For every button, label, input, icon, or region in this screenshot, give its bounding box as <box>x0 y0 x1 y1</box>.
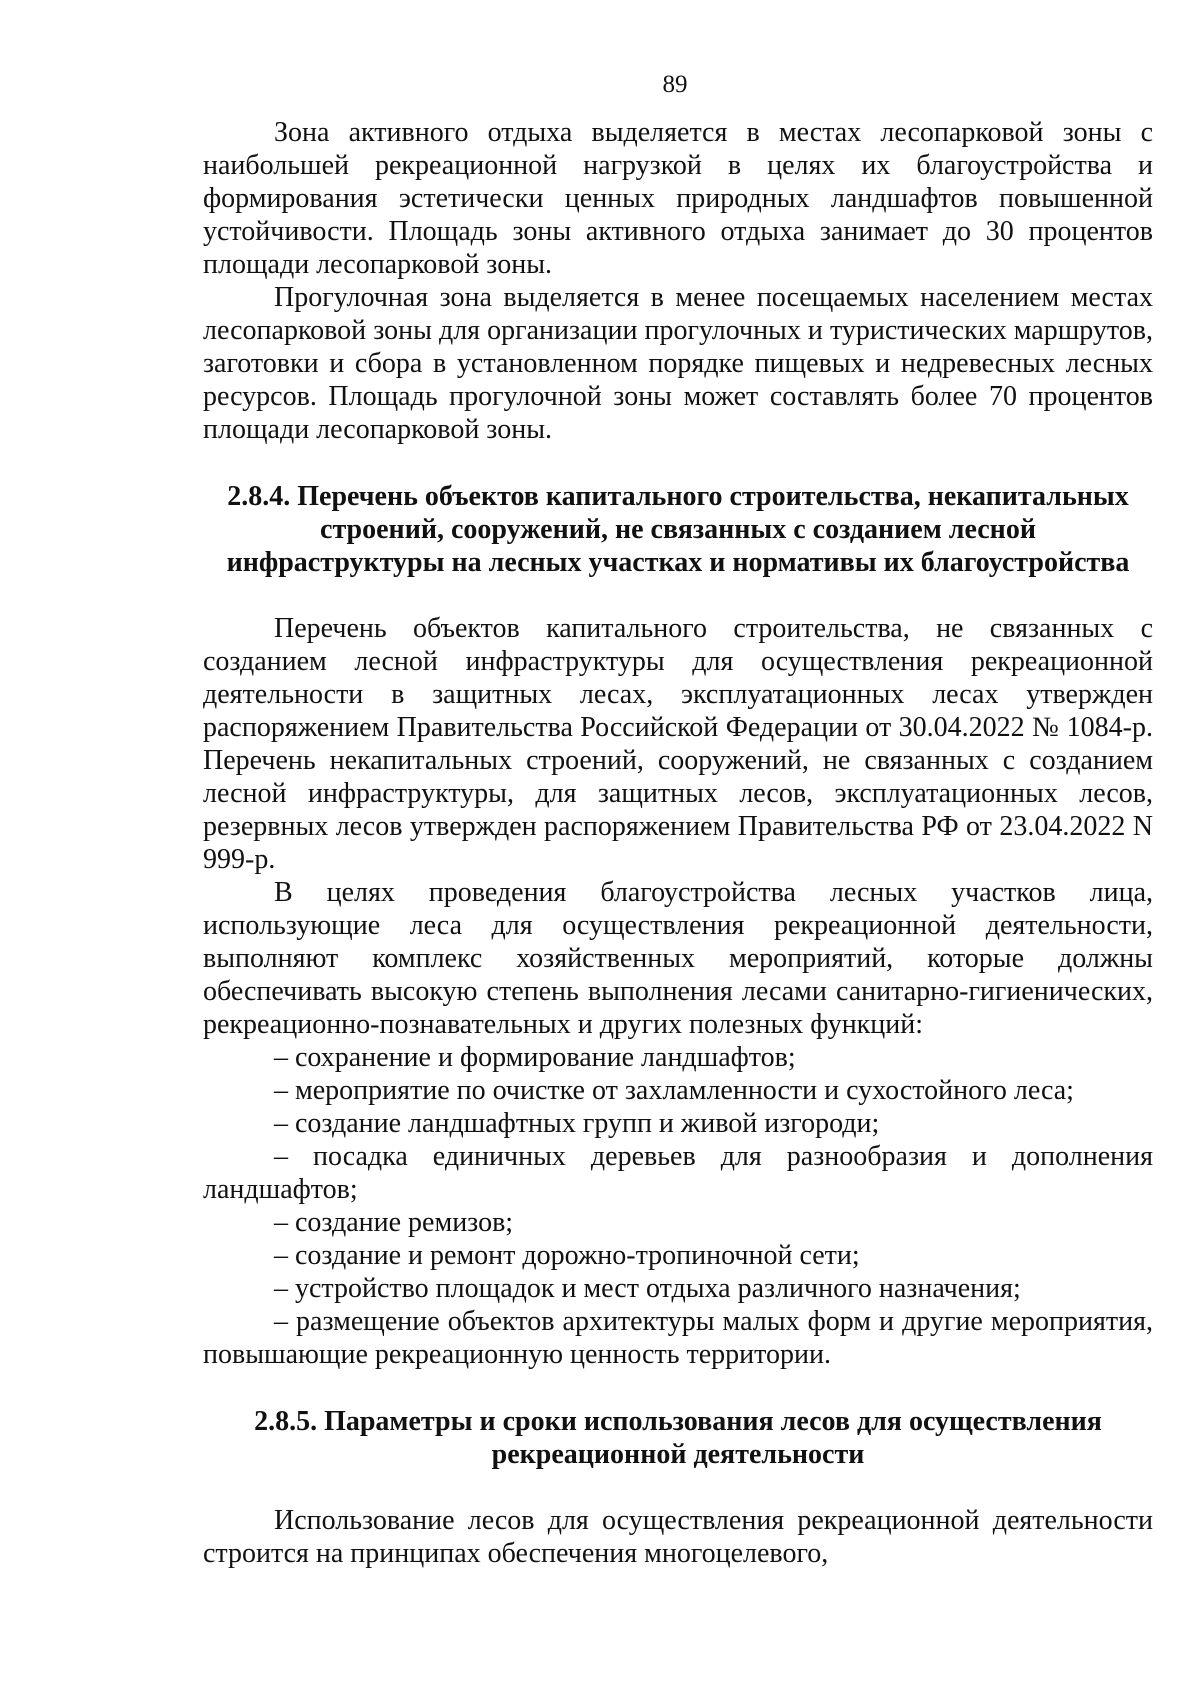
page-number: 89 <box>662 71 688 98</box>
list-item: – сохранение и формирование ландшафтов; <box>274 1042 796 1073</box>
heading-line: рекреационной деятельности <box>491 1439 865 1470</box>
paragraph-forest-use-principles: Использование лесов для осуществления рекреационной деятельности строится на принципах обеспечения многоцелевого, <box>203 1505 1153 1569</box>
section-heading-2-8-4 <box>203 480 1153 579</box>
paragraph-capital-objects-list: Перечень объектов капитального строительства, не связанных с созданием лесной инфраструктуры для осуществления рекреационной деятельности в защитных лесах, эксплуатационных лесах утвержден распоряжением Правительства Российской Федерации от 30.04.2022 № 1084-р. Перечень некапитальных строений, сооружений, не связанных с созданием лесной инфраструктуры, для защитных лесов, эксплуатационных лесов, резервных лесов утвержден распоряжением Правительства РФ от 23.04.2022 N 999-р. <box>203 613 1153 875</box>
list-item: – мероприятие по очистке от захламленности и сухостойного леса; <box>274 1075 1074 1106</box>
heading-line: 2.8.4. Перечень объектов капитального строительства, некапитальных <box>227 481 1129 512</box>
list-item: – создание ремизов; <box>274 1207 514 1238</box>
paragraph-active-recreation-zone: Зона активного отдыха выделяется в местах лесопарковой зоны с наибольшей рекреационной нагрузкой в целях их благоустройства и формирования эстетически ценных природных ландшафтов повышенной устойчивости. Площадь зоны активного отдыха занимает до 30 процентов площади лесопарковой зоны. <box>203 117 1153 280</box>
list-item: – устройство площадок и мест отдыха различного назначения; <box>274 1273 1021 1304</box>
heading-line: строений, сооружений, не связанных с созданием лесной <box>320 514 1036 545</box>
list-item: – размещение объектов архитектуры малых форм и другие мероприятия, повышающие рекреационную ценность территории. <box>203 1306 1153 1370</box>
paragraph-improvement-measures: В целях проведения благоустройства лесных участков лица, использующие леса для осуществления рекреационной деятельности, выполняют комплекс хозяйственных мероприятий, которые должны обеспечивать высокую степень выполнения лесами санитарно-гигиенических, рекреационно-познавательных и других полезных функций: <box>203 877 1153 1040</box>
list-item: – посадка единичных деревьев для разнообразия и дополнения ландшафтов; <box>203 1141 1153 1205</box>
heading-line: 2.8.5. Параметры и сроки использования лесов для осуществления <box>254 1406 1102 1437</box>
list-item: – создание и ремонт дорожно-тропиночной сети; <box>274 1240 860 1271</box>
page-content <box>203 116 1153 1570</box>
list-item: – создание ландшафтных групп и живой изгороди; <box>274 1108 880 1139</box>
section-heading-2-8-5 <box>203 1405 1153 1471</box>
paragraph-walking-zone: Прогулочная зона выделяется в менее посещаемых населением местах лесопарковой зоны для организации прогулочных и туристических маршрутов, заготовки и сбора в установленном порядке пищевых и недревесных лесных ресурсов. Площадь прогулочной зоны может составлять более 70 процентов площади лесопарковой зоны. <box>203 282 1153 445</box>
heading-line: инфраструктуры на лесных участках и нормативы их благоустройства <box>226 547 1130 578</box>
